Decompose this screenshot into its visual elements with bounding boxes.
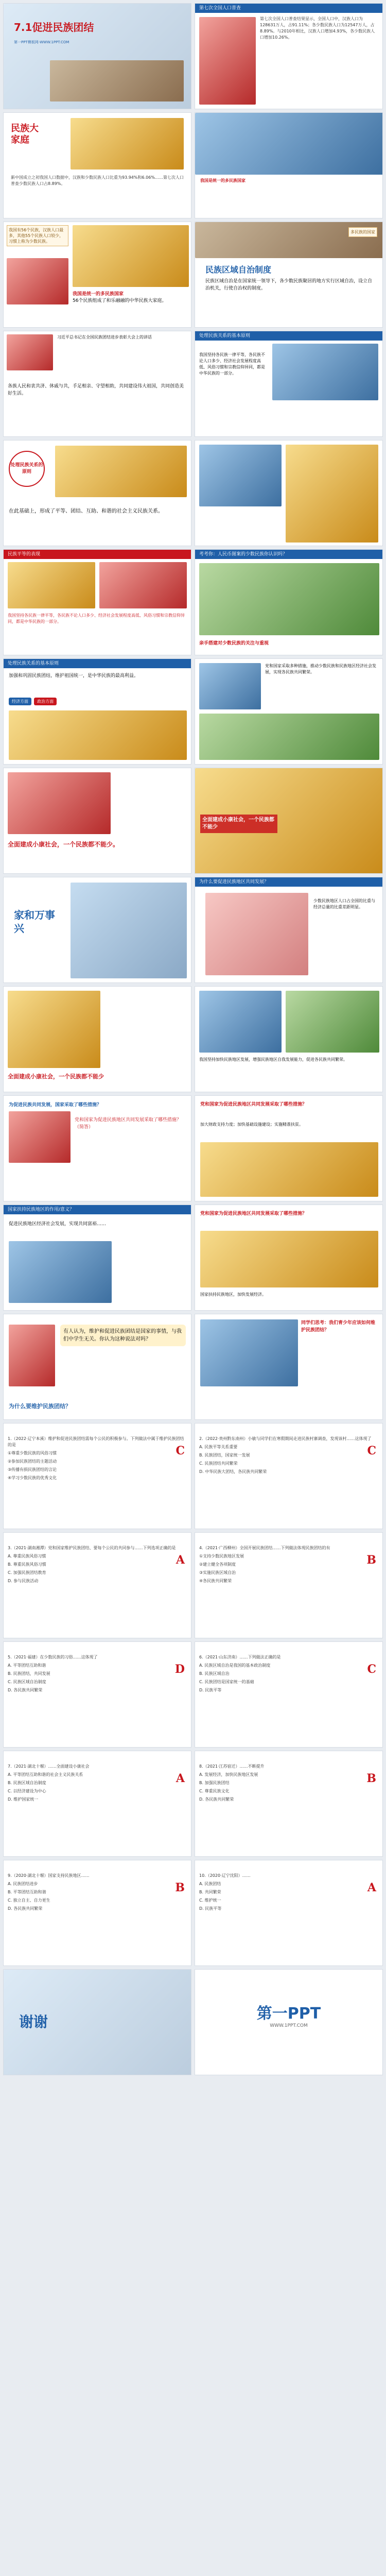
option-a: A. 民族团结 bbox=[199, 1882, 221, 1886]
slide-title: 7.1促进民族团结 bbox=[14, 21, 94, 33]
portrait-photo bbox=[286, 445, 378, 543]
palace-image bbox=[50, 60, 184, 101]
question-block bbox=[199, 1436, 378, 1524]
speech-photo bbox=[7, 334, 53, 370]
answer-mark: A bbox=[176, 1553, 185, 1567]
option-b: B. 加强民族团结 bbox=[199, 1781, 230, 1785]
slide-10[interactable] bbox=[195, 440, 383, 546]
slide-21[interactable] bbox=[3, 1095, 191, 1201]
slide-title: 考考你：人民币图案的少数民族你认识吗？ bbox=[195, 550, 382, 559]
option-d: D. 维护国家统一 bbox=[8, 1797, 39, 1802]
highlight-text: 我国是统一的多民族国家 bbox=[73, 292, 124, 297]
side-note: 我国有56个民族，汉族人口最多，其他55个民族人口较少，习惯上称为少数民族。 bbox=[7, 225, 68, 246]
slide-13[interactable] bbox=[3, 658, 191, 765]
option-c: C. 维护统一 bbox=[199, 1898, 221, 1903]
diagram-image bbox=[55, 446, 187, 497]
slide-35[interactable] bbox=[3, 1860, 191, 1966]
option-a: A. 平等团结互助和谐 bbox=[8, 1663, 46, 1668]
slide-subtitle: 第一PPT模板网-WWW.1PPT.COM bbox=[14, 40, 69, 44]
slide-text: 习近平总书记在全国民族团结进步表彰大会上的讲话 bbox=[57, 335, 152, 340]
slide-title: 同学们思考：我们青少年应该如何维护民族团结？ bbox=[301, 1320, 376, 1333]
option-3: ③实施民族区域自治 bbox=[199, 1570, 236, 1575]
slide-title: 第七次全国人口普查 bbox=[195, 4, 382, 13]
option-d: D. 各民族共同繁荣 bbox=[8, 1906, 43, 1911]
slide-text: 我国坚持加快民族地区发展，增强民族地区自我发展能力，促进各民族共同繁荣。 bbox=[199, 1057, 347, 1062]
box-label: 多民族的国家 bbox=[348, 227, 377, 237]
center-circle: 处理民族关系的原则 bbox=[9, 451, 45, 487]
question-block bbox=[8, 1873, 187, 1961]
slide-12[interactable] bbox=[195, 549, 383, 655]
answer-mark: C bbox=[176, 1444, 185, 1458]
slide-16[interactable] bbox=[195, 768, 383, 874]
answer-mark: B bbox=[175, 1881, 185, 1894]
box-politics: 政治方面 bbox=[34, 698, 57, 705]
slide-28[interactable] bbox=[195, 1423, 383, 1529]
slide-text: 全面建成小康社会，一个民族都不能少 bbox=[8, 1073, 104, 1080]
illustration bbox=[9, 1241, 112, 1303]
option-d: D. 民族平等 bbox=[199, 1906, 222, 1911]
slide-text bbox=[73, 291, 186, 304]
question-text: 7.（2021·湖北十堰）……全面建设小康社会 bbox=[8, 1764, 90, 1769]
question-text: 3.（2021·湖南湘潭）党和国家维护民族团结、要每个公民的共同参与……下列选项正确的是 bbox=[8, 1546, 176, 1550]
map-image bbox=[7, 258, 68, 304]
option-c: C. 独立自主、自力更生 bbox=[8, 1898, 50, 1903]
option-b: B. 民族区域自治制度 bbox=[8, 1781, 46, 1785]
cartoon-group bbox=[200, 1319, 298, 1386]
slide-36[interactable] bbox=[195, 1860, 383, 1966]
slide-title: 处理民族关系的基本原则 bbox=[4, 659, 191, 668]
option-2: ②参加民族团结的主题活动 bbox=[8, 1459, 57, 1464]
answer-mark: A bbox=[367, 1881, 376, 1894]
option-a: A. 民族区域自治是我国的基本政治制度 bbox=[199, 1663, 271, 1668]
slide-14[interactable] bbox=[195, 658, 383, 765]
slide-text: 亲手搭建对少数民族的关注与重视 bbox=[199, 641, 269, 646]
slide-20[interactable] bbox=[195, 986, 383, 1092]
slide-31[interactable] bbox=[3, 1641, 191, 1748]
answer-mark: C bbox=[367, 1663, 376, 1676]
option-4: ④学习少数民族的优秀文化 bbox=[8, 1476, 57, 1480]
question-text: 党和国家为促进民族地区共同发展采取了哪些措施？ bbox=[200, 1211, 307, 1216]
farm-image bbox=[199, 663, 261, 709]
photo-a bbox=[199, 991, 282, 1053]
answer-mark: C bbox=[367, 1444, 376, 1458]
slide-5[interactable] bbox=[3, 222, 191, 328]
sub-text: 56个民族组成了和乐融融的中华民族大家庭。 bbox=[73, 298, 167, 303]
slide-2[interactable] bbox=[195, 3, 383, 109]
option-a: A. 民族平等关系重要 bbox=[199, 1445, 238, 1449]
option-d: D. 民族平等 bbox=[199, 1688, 222, 1692]
slide-text: 促进民族地区经济社会发展，实现共同富裕…… bbox=[9, 1222, 107, 1227]
slide-title: 民族区域自治制度 bbox=[205, 265, 272, 275]
slide-9[interactable] bbox=[3, 440, 191, 546]
answer-mark: D bbox=[174, 1663, 185, 1676]
answer-text: 加大财政支持力度；加快基础设施建设；实施精准扶贫。 bbox=[200, 1122, 303, 1127]
option-b: B. 民族团结，国家统一发展 bbox=[199, 1453, 250, 1458]
question-text: 2.（2022·贵州黔东南州）小敏与同学们在寒假期间走进民族村寨调查，发现该村……这体现了 bbox=[199, 1436, 372, 1441]
question-block bbox=[199, 1764, 378, 1852]
slide-19[interactable] bbox=[3, 986, 191, 1092]
slide-text: 我国坚持各民族一律平等，各民族不论人口多少、经济社会发展程度高低、风俗习惯和宗教信仰异同，都是中华民族的一部分。 bbox=[8, 613, 185, 624]
box-economy: 经济方面 bbox=[9, 698, 31, 705]
question-text: 6.（2021·山东济南）……下列做法正确的是 bbox=[199, 1655, 281, 1659]
background-image bbox=[71, 883, 187, 978]
ethnic-people-image bbox=[71, 118, 184, 170]
option-c: C. 民族团结共同繁荣 bbox=[199, 1461, 238, 1466]
option-c: C. 加强民族团结教育 bbox=[8, 1570, 46, 1575]
slide-text bbox=[200, 178, 377, 184]
option-c: C. 尊重民族文化 bbox=[199, 1789, 230, 1793]
option-1: ①尊重少数民族的风俗习惯 bbox=[8, 1451, 57, 1455]
chart-image bbox=[205, 893, 308, 975]
festival-photo bbox=[200, 1231, 378, 1287]
slide-1[interactable] bbox=[3, 3, 191, 109]
question-text: 10.（2020·辽宁沈阳）…… bbox=[199, 1873, 251, 1878]
slide-7[interactable] bbox=[3, 331, 191, 437]
option-4: ④各民族共同繁荣 bbox=[199, 1579, 232, 1583]
question-text: 8.（2021·江苏宿迁）……不断提升 bbox=[199, 1764, 265, 1769]
slide-24[interactable] bbox=[195, 1205, 383, 1311]
meeting-photo bbox=[199, 445, 282, 506]
cartoon-image bbox=[9, 1325, 55, 1386]
slide-text: 在此基础上，形成了平等、团结、互助、和谐的社会主义民族关系。 bbox=[9, 509, 163, 514]
question-block bbox=[8, 1545, 187, 1634]
quote-text: 各族人民和衷共济、休戚与共，手足相亲、守望相助，共同建设伟大祖国，共同创造美好生活。 bbox=[8, 384, 184, 396]
option-a: A. 民族团结进步 bbox=[8, 1882, 38, 1886]
photo-b bbox=[286, 991, 379, 1053]
title-highlight: 我国是统一的多民族国家 bbox=[200, 178, 245, 183]
slide-title: 处理民族关系的基本原则 bbox=[195, 331, 382, 341]
question-text: 9.（2020·湖北十堰）国家支持民族地区…… bbox=[8, 1873, 90, 1878]
celebration-photo bbox=[8, 772, 111, 834]
question-text: 4.（2021·广西柳州）全国开展民族团结……下列做法体现民族团结的有 bbox=[199, 1546, 330, 1550]
slide-text: 新中国成立之初我国人口数据中，汉族和少数民族人口比重为93.94%和6.06%……第七次人口普查少数民族人口占8.89%。 bbox=[11, 175, 184, 186]
slide-label: 家和万事兴 bbox=[14, 909, 55, 935]
landscape-image bbox=[199, 714, 379, 760]
slide-29[interactable] bbox=[3, 1532, 191, 1638]
option-a: A. 平等团结互助和谐的社会主义民族关系 bbox=[8, 1772, 83, 1777]
slide-title: 为促进民族共同发展，国家采取了哪些措施？ bbox=[9, 1103, 102, 1108]
option-b: B. 民族团结，共同发展 bbox=[8, 1671, 50, 1676]
question-block bbox=[199, 1873, 378, 1961]
question-block bbox=[8, 1654, 187, 1743]
option-d: D. 各民族共同繁荣 bbox=[199, 1797, 234, 1802]
slide-37[interactable] bbox=[3, 1969, 191, 2075]
slide-text: 第七次全国人口普查结果显示，全国人口中，汉族人口为128631万人，占91.11%；各少数民族人口为12547万人，占8.89%。与2010年相比，汉族人口增加4.93%，各少数民族人口增加10.26%。 bbox=[260, 16, 375, 40]
slide-text: 党和国家采取多种措施，推动少数民族和民族地区经济社会发展，实现各民族共同繁荣。 bbox=[265, 664, 376, 674]
box-list bbox=[9, 695, 57, 705]
option-c: C. 民族区域自治制度 bbox=[8, 1680, 46, 1684]
answer-mark: A bbox=[176, 1772, 185, 1785]
group-photo bbox=[73, 225, 189, 287]
option-b: B. 尊重民族风俗习惯 bbox=[8, 1562, 46, 1567]
dance-photo bbox=[200, 1142, 378, 1197]
slide-8[interactable] bbox=[195, 331, 383, 437]
thanks-text: 谢谢 bbox=[19, 2013, 48, 2030]
slide-15[interactable] bbox=[3, 768, 191, 874]
slide-title: 民族平等的表现 bbox=[4, 550, 191, 559]
slide-27[interactable] bbox=[3, 1423, 191, 1529]
slide-3[interactable] bbox=[3, 112, 191, 218]
slide-text: 加强和巩固民族团结，维护祖国统一，是中华民族的最高利益。 bbox=[9, 673, 139, 679]
map-image bbox=[9, 1111, 71, 1163]
slide-34[interactable] bbox=[195, 1751, 383, 1857]
unity-image bbox=[9, 710, 187, 760]
question-text: 党和国家为促进民族地区共同发展采取了哪些措施？ bbox=[200, 1102, 307, 1107]
question-block bbox=[199, 1654, 378, 1743]
slide-title: 国家扶持民族地区的作用/意义？ bbox=[4, 1205, 191, 1214]
assembly-photo bbox=[99, 562, 187, 608]
option-1: ①支持少数民族地区发展 bbox=[199, 1554, 244, 1558]
option-a: A. 尊重民族风俗习惯 bbox=[8, 1554, 46, 1558]
slide-text: 我国坚持各民族一律平等，各民族不论人口多少、经济社会发展程度高低、风俗习惯和宗教信仰异同，都是中华民族的一部分。 bbox=[199, 352, 265, 376]
census-photo bbox=[199, 17, 256, 105]
question-text: 1.（2022·辽宁本溪）维护和促进民族团结需每个公民的积极参与。下列做法中属于维护民族团结的是 bbox=[8, 1436, 184, 1447]
slide-title: 为什么要促进民族地区共同发展？ bbox=[195, 877, 382, 887]
slide-label: 民族大家庭 bbox=[11, 123, 39, 145]
question-text: 党和国家为促进民族地区共同发展采取了哪些措施？（简答） bbox=[75, 1117, 182, 1130]
speech-bubble: 有人认为，维护和促进民族团结是国家的事情，与我们中学生无关。你认为这种说法对吗？ bbox=[60, 1325, 186, 1346]
slide-text: 全面建成小康社会，一个民族都不能少。 bbox=[8, 841, 119, 848]
logo: 第一PPT bbox=[256, 2005, 321, 2023]
slide-26[interactable] bbox=[195, 1314, 383, 1420]
slide-25[interactable] bbox=[3, 1314, 191, 1420]
slide-text: 少数民族地区人口占全国的比重与经济总量的比重差距明显。 bbox=[313, 899, 375, 909]
question-block bbox=[8, 1436, 187, 1524]
option-c: C. 以经济建设为中心 bbox=[8, 1789, 46, 1793]
option-b: B. 平等团结互助和谐 bbox=[8, 1890, 46, 1894]
building-image bbox=[272, 344, 378, 400]
slide-32[interactable] bbox=[195, 1641, 383, 1748]
option-a: A. 发展经济，加快民族地区发展 bbox=[199, 1772, 258, 1777]
answer-mark: B bbox=[366, 1772, 376, 1785]
slide-4[interactable] bbox=[195, 112, 383, 218]
question-block bbox=[8, 1764, 187, 1852]
slide-22[interactable] bbox=[195, 1095, 383, 1201]
slide-11[interactable] bbox=[3, 549, 191, 655]
quote-box: 全面建成小康社会，一个民族都不能少 bbox=[200, 815, 277, 833]
answer-text: 国家扶持民族地区，加快发展经济。 bbox=[200, 1292, 266, 1297]
slide-18[interactable] bbox=[195, 877, 383, 983]
slide-6[interactable] bbox=[195, 222, 383, 328]
option-b: B. 民族区域自治 bbox=[199, 1671, 230, 1676]
option-2: ②建立健全各项制度 bbox=[199, 1562, 236, 1567]
question-block bbox=[199, 1545, 378, 1634]
option-d: D. 中华民族大团结，各民族共同繁荣 bbox=[199, 1469, 267, 1474]
option-d: D. 参与民族活动 bbox=[8, 1579, 39, 1583]
question-text: 5.（2021·福建）在少数民族的习俗……这体现了 bbox=[8, 1655, 98, 1659]
slide-title: 为什么要维护民族团结？ bbox=[9, 1403, 71, 1410]
logo-sub: WWW.1PPT.COM bbox=[270, 2023, 308, 2028]
option-b: B. 共同繁荣 bbox=[199, 1890, 221, 1894]
option-3: ③传播有损民族团结的言论 bbox=[8, 1467, 57, 1472]
slide-17[interactable] bbox=[3, 877, 191, 983]
leader-photo bbox=[8, 991, 100, 1068]
slide-23[interactable] bbox=[3, 1205, 191, 1311]
slide-33[interactable] bbox=[3, 1751, 191, 1857]
slide-30[interactable] bbox=[195, 1532, 383, 1638]
stupa-image bbox=[195, 113, 383, 175]
event-photo bbox=[8, 562, 95, 608]
answer-mark: B bbox=[366, 1553, 376, 1567]
option-d: D. 各民族共同繁荣 bbox=[8, 1688, 43, 1692]
slide-38[interactable] bbox=[195, 1969, 383, 2075]
slide-text: 民族区域自治是在国家统一领导下，各少数民族聚居的地方实行区域自治，设立自治机关，行使自治权的制度。 bbox=[205, 279, 373, 291]
option-c: C. 民族团结是国家统一的基础 bbox=[199, 1680, 254, 1684]
currency-image bbox=[199, 563, 379, 635]
